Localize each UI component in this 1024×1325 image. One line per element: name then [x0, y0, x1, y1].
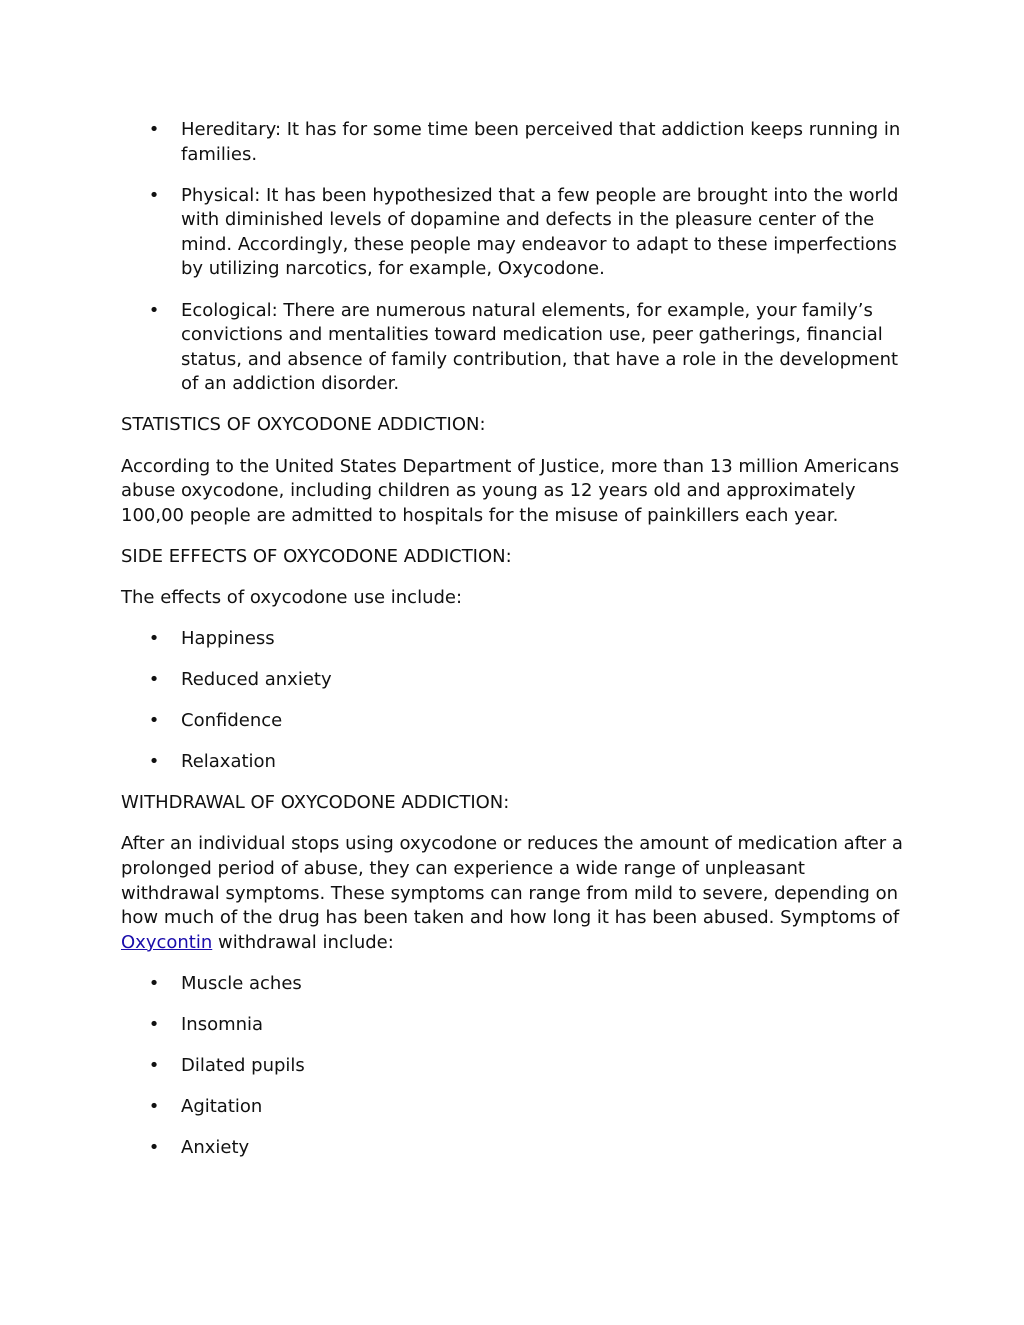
bullet-icon: • — [148, 1055, 160, 1077]
list-item — [121, 299, 903, 397]
list-item — [121, 1136, 903, 1161]
list-item — [121, 1013, 903, 1038]
list-item-text: Reduced anxiety — [181, 669, 332, 691]
withdrawal-symptoms-list — [121, 972, 903, 1161]
bullet-icon: • — [148, 972, 160, 994]
bullet-icon: • — [148, 710, 160, 732]
document-content — [121, 118, 903, 1177]
list-item-text: Insomnia — [181, 1014, 264, 1036]
statistics-heading: STATISTICS OF OXYCODONE ADDICTION: — [121, 414, 486, 436]
bullet-icon: • — [148, 628, 160, 649]
list-item-text: Muscle aches — [181, 972, 302, 994]
side-effects-intro: The effects of oxycodone use include: — [121, 586, 463, 608]
causes-list — [121, 118, 903, 397]
bullet-icon: • — [148, 299, 160, 321]
list-item-text: Physical: It has been hypothesized that a few people are brought into the world with diminished levels of dopamine and defects in the pleasure center of the mind. Accordingly, these people may endeavor to adapt to these imperfections by utilizing narcotics, for example, Oxycodone. — [181, 184, 899, 280]
list-item — [121, 184, 903, 282]
withdrawal-text-before-link: After an individual stops using oxycodone or reduces the amount of medication after a prolonged period of abuse, they can experience a wide range of unpleasant withdrawal symptoms. These symptoms can range from mild to severe, depending on how much of the drug has been taken and how long it has been abused. Symptoms of — [121, 833, 903, 929]
list-item — [121, 972, 903, 997]
list-item-text: Relaxation — [181, 751, 276, 773]
list-item-text: Anxiety — [181, 1137, 250, 1159]
bullet-icon: • — [148, 669, 160, 691]
side-effects-list — [121, 627, 903, 775]
list-item-text: Agitation — [181, 1096, 263, 1118]
withdrawal-heading: WITHDRAWAL OF OXYCODONE ADDICTION: — [121, 792, 510, 814]
oxycontin-link[interactable]: Oxycontin — [121, 931, 213, 953]
statistics-paragraph: According to the United States Department of Justice, more than 13 million Americans abuse oxycodone, including children as young as 12 years old and approximately 100,00 people are admitted to hospitals for the misuse of painkillers each year. — [121, 455, 900, 526]
list-item-text: Hereditary: It has for some time been perceived that addiction keeps running in families. — [181, 119, 901, 165]
bullet-icon: • — [148, 119, 160, 140]
list-item — [121, 709, 903, 734]
list-item-text: Dilated pupils — [181, 1055, 305, 1077]
list-item-text: Confidence — [181, 710, 283, 732]
list-item — [121, 1054, 903, 1079]
bullet-icon: • — [148, 1014, 160, 1036]
list-item — [121, 118, 903, 167]
bullet-icon: • — [148, 751, 160, 773]
list-item — [121, 750, 903, 775]
list-item-text: Ecological: There are numerous natural elements, for example, your family’s convictions and mentalities toward medication use, peer gatherings, financial status, and absence of family contribution, that have a role in the development of an addiction disorder. — [181, 299, 899, 395]
side-effects-heading: SIDE EFFECTS OF OXYCODONE ADDICTION: — [121, 545, 512, 567]
list-item — [121, 668, 903, 693]
bullet-icon: • — [148, 1096, 160, 1118]
withdrawal-text-after-link: withdrawal include: — [212, 931, 394, 953]
withdrawal-paragraph — [121, 832, 903, 955]
list-item — [121, 627, 903, 652]
bullet-icon: • — [148, 1137, 160, 1159]
list-item-text: Happiness — [181, 628, 275, 649]
list-item — [121, 1095, 903, 1120]
bullet-icon: • — [148, 184, 160, 206]
